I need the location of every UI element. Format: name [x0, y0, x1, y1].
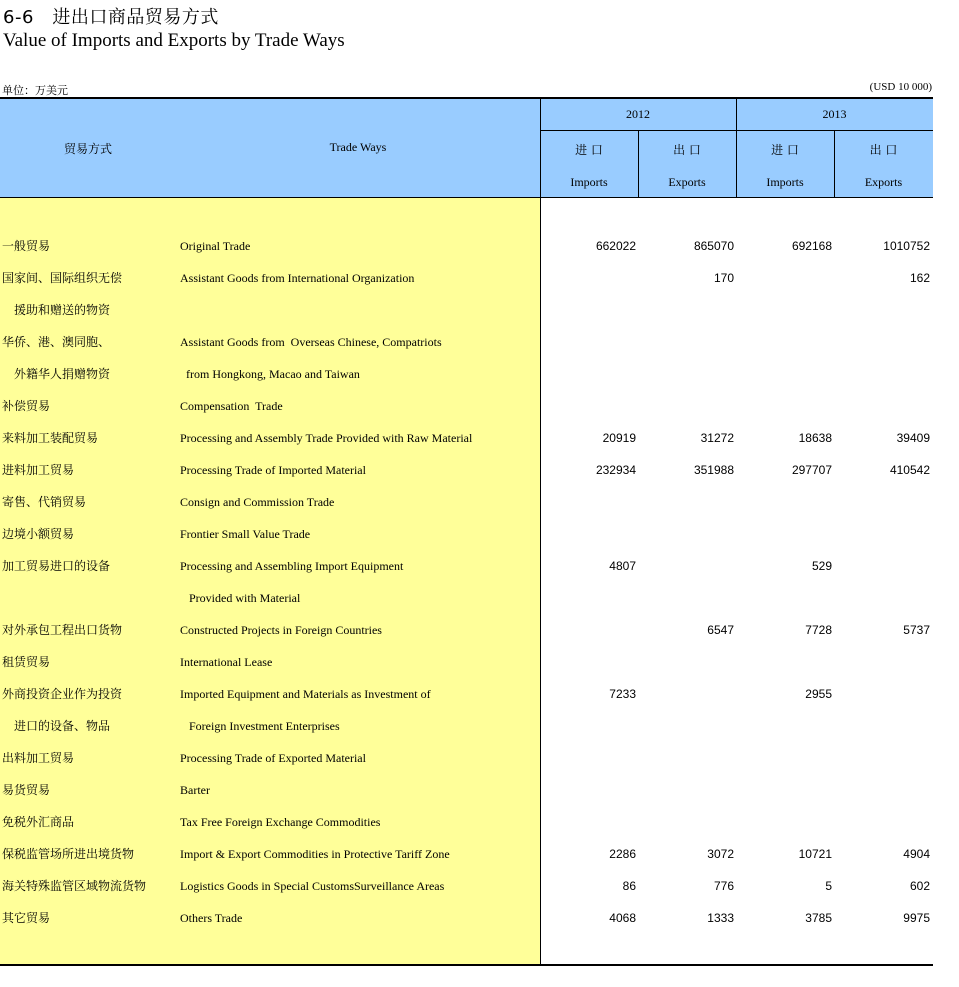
header-bottom-rule — [0, 197, 933, 198]
imports-2013-value — [742, 710, 832, 742]
exports-2012-value: 776 — [713, 879, 734, 893]
trade-way-chinese: 易货贸易 — [2, 783, 51, 797]
trade-way-chinese: 出料加工贸易 — [2, 751, 75, 765]
exports-2013-value — [840, 710, 930, 742]
trade-way-english: Frontier Small Value Trade — [180, 527, 311, 541]
trade-way-chinese: 租赁贸易 — [2, 655, 51, 669]
exports-2013-value: 5737 — [903, 623, 930, 637]
header-imports-chinese-2012: 进 口 — [575, 143, 603, 157]
exports-2012-value — [644, 550, 734, 582]
header-exports-english-2013: Exports — [864, 175, 903, 189]
table-row — [0, 646, 933, 678]
table-row — [0, 742, 933, 774]
exports-2012-value: 1333 — [707, 911, 734, 925]
trade-way-english: Processing and Assembly Trade Provided with Raw Material — [180, 431, 473, 445]
exports-2012-value — [644, 358, 734, 390]
exports-2012-value — [644, 710, 734, 742]
trade-way-chinese: 免税外汇商品 — [2, 815, 75, 829]
imports-2013-value — [742, 742, 832, 774]
trade-way-english: Imported Equipment and Materials as Investment of — [180, 687, 431, 701]
trade-way-chinese: 补偿贸易 — [2, 399, 51, 413]
trade-way-chinese: 边境小额贸易 — [2, 527, 75, 541]
trade-way-english: Import & Export Commodities in Protective Tariff Zone — [180, 847, 450, 861]
exports-2013-value: 602 — [909, 879, 930, 893]
exports-2013-value — [840, 550, 930, 582]
exports-2013-value — [840, 518, 930, 550]
imports-2013-value — [742, 646, 832, 678]
imports-2013-value — [742, 262, 832, 294]
trade-way-english: Processing and Assembling Import Equipment — [180, 559, 404, 573]
trade-way-english: Logistics Goods in Special CustomsSurveillance Areas — [180, 879, 445, 893]
trade-way-english: Constructed Projects in Foreign Countries — [180, 623, 382, 637]
exports-2013-value — [840, 646, 930, 678]
imports-2012-value — [546, 486, 636, 518]
header-trade-ways-chinese: 贸易方式 — [63, 142, 112, 156]
exports-2013-value — [840, 390, 930, 422]
table-row — [0, 422, 933, 454]
trade-way-chinese: 援助和赠送的物资 — [2, 303, 111, 317]
imports-2013-value — [742, 326, 832, 358]
imports-2013-value: 18638 — [798, 431, 832, 445]
header-year-2012: 2012 — [626, 107, 650, 121]
page-title-chinese: 6-6 进出口商品贸易方式 — [3, 7, 219, 28]
imports-2013-value — [742, 390, 832, 422]
trade-way-english: Original Trade — [180, 239, 251, 253]
trade-way-english: Compensation Trade — [180, 399, 283, 413]
trade-way-chinese: 其它贸易 — [2, 911, 51, 925]
imports-2012-value — [546, 262, 636, 294]
imports-2012-value: 7233 — [609, 687, 636, 701]
exports-2013-value: 9975 — [903, 911, 930, 925]
trade-way-chinese: 外商投资企业作为投资 — [2, 687, 123, 701]
header-trade-ways-english: Trade Ways — [329, 140, 387, 154]
table-row — [0, 230, 933, 262]
imports-2012-value — [546, 582, 636, 614]
trade-way-chinese: 华侨、港、澳同胞、 — [2, 335, 111, 349]
imports-2012-value — [546, 774, 636, 806]
exports-2013-value — [840, 806, 930, 838]
table-row — [0, 582, 933, 614]
exports-2012-value — [644, 774, 734, 806]
imports-2012-value — [546, 742, 636, 774]
unit-label-english: (USD 10 000) — [869, 81, 932, 93]
imports-2013-value — [742, 294, 832, 326]
exports-2012-value — [644, 294, 734, 326]
exports-2013-value — [840, 742, 930, 774]
table-row — [0, 806, 933, 838]
header-imports-chinese-2013: 进 口 — [771, 143, 799, 157]
exports-2012-value: 865070 — [693, 239, 734, 253]
table-row — [0, 294, 933, 326]
header-exports-english-2012: Exports — [668, 175, 706, 189]
imports-2013-value: 692168 — [791, 239, 832, 253]
table-row — [0, 262, 933, 294]
unit-label-chinese: 单位：万美元 — [2, 84, 68, 97]
exports-2012-value — [644, 582, 734, 614]
table-row — [0, 774, 933, 806]
trade-way-chinese: 海关特殊监管区域物流货物 — [2, 879, 147, 893]
header-imports-english-2012: Imports — [570, 175, 608, 189]
exports-2013-value — [840, 326, 930, 358]
trade-way-chinese: 进料加工贸易 — [2, 463, 75, 477]
trade-way-english: Processing Trade of Imported Material — [180, 463, 366, 477]
trade-way-english: Assistant Goods from Overseas Chinese, Compatriots — [180, 335, 442, 349]
trade-way-chinese: 保税监管场所进出境货物 — [2, 847, 135, 861]
imports-2013-value: 3785 — [805, 911, 832, 925]
trade-way-chinese: 加工贸易进口的设备 — [2, 559, 111, 573]
table-row — [0, 358, 933, 390]
imports-2012-value: 4807 — [609, 559, 636, 573]
imports-2012-value — [546, 518, 636, 550]
exports-2013-value — [840, 774, 930, 806]
header-imports-english-2013: Imports — [766, 175, 804, 189]
trade-way-english: International Lease — [180, 655, 273, 669]
trade-way-chinese: 外籍华人捐赠物资 — [2, 367, 111, 381]
imports-2013-value: 529 — [811, 559, 832, 573]
exports-2012-value — [644, 486, 734, 518]
exports-2012-value: 170 — [713, 271, 734, 285]
imports-2013-value — [742, 486, 832, 518]
imports-2012-value — [546, 390, 636, 422]
imports-2012-value — [546, 710, 636, 742]
exports-2012-value — [644, 806, 734, 838]
imports-2012-value: 20919 — [602, 431, 636, 445]
imports-2012-value: 662022 — [595, 239, 636, 253]
exports-2013-value: 1010752 — [883, 239, 930, 253]
table-bottom-rule — [0, 964, 933, 966]
trade-way-english: Provided with Material — [180, 591, 301, 605]
table-row — [0, 390, 933, 422]
imports-2013-value — [742, 518, 832, 550]
trade-way-chinese: 国家间、国际组织无偿 — [2, 271, 123, 285]
imports-2012-value: 2286 — [609, 847, 636, 861]
exports-2013-value — [840, 678, 930, 710]
exports-2012-value — [644, 326, 734, 358]
exports-2012-value — [644, 518, 734, 550]
imports-2012-value — [546, 646, 636, 678]
header-exports-chinese-2012: 出 口 — [673, 143, 701, 157]
imports-2012-value — [546, 326, 636, 358]
exports-2013-value: 4904 — [903, 847, 930, 861]
exports-2013-value: 162 — [909, 271, 930, 285]
imports-2012-value: 4068 — [609, 911, 636, 925]
trade-way-english: Processing Trade of Exported Material — [180, 751, 366, 765]
imports-2012-value: 86 — [622, 879, 636, 893]
imports-2013-value — [742, 358, 832, 390]
exports-2012-value — [644, 742, 734, 774]
trade-way-english: from Hongkong, Macao and Taiwan — [180, 367, 360, 381]
imports-2012-value: 232934 — [595, 463, 636, 477]
exports-2012-value — [644, 678, 734, 710]
trade-way-english: Consign and Commission Trade — [180, 495, 335, 509]
trade-way-chinese: 进口的设备、物品 — [2, 719, 111, 733]
table-row — [0, 614, 933, 646]
trade-way-chinese: 来料加工装配贸易 — [2, 431, 99, 445]
imports-2013-value: 5 — [825, 879, 832, 893]
exports-2012-value — [644, 646, 734, 678]
imports-2013-value: 10721 — [798, 847, 832, 861]
imports-2013-value — [742, 806, 832, 838]
imports-2013-value: 2955 — [805, 687, 832, 701]
trade-way-english: Tax Free Foreign Exchange Commodities — [180, 815, 381, 829]
exports-2013-value — [840, 486, 930, 518]
imports-2012-value — [546, 294, 636, 326]
table-row — [0, 902, 933, 934]
table-row — [0, 838, 933, 870]
header-year-2013: 2013 — [822, 107, 847, 121]
trade-way-english: Others Trade — [180, 911, 243, 925]
exports-2013-value — [840, 294, 930, 326]
exports-2013-value: 410542 — [889, 463, 930, 477]
exports-2013-value — [840, 582, 930, 614]
imports-2013-value: 7728 — [805, 623, 832, 637]
table-row — [0, 326, 933, 358]
trade-way-chinese: 寄售、代销贸易 — [2, 495, 87, 509]
exports-2012-value: 351988 — [693, 463, 734, 477]
imports-2013-value: 297707 — [791, 463, 832, 477]
exports-2012-value: 3072 — [707, 847, 734, 861]
trade-way-english: Assistant Goods from International Organization — [180, 271, 415, 285]
table-row — [0, 454, 933, 486]
trade-way-english: Barter — [180, 783, 210, 797]
exports-2013-value: 39409 — [896, 431, 930, 445]
exports-2012-value — [644, 390, 734, 422]
exports-2013-value — [840, 358, 930, 390]
imports-2012-value — [546, 358, 636, 390]
imports-2013-value — [742, 582, 832, 614]
page-title-english: Value of Imports and Exports by Trade Ways — [3, 30, 345, 51]
header-exports-chinese-2013: 出 口 — [869, 143, 898, 157]
imports-2012-value — [546, 806, 636, 838]
imports-2013-value — [742, 774, 832, 806]
table-row — [0, 710, 933, 742]
table-row — [0, 518, 933, 550]
imports-2012-value — [546, 614, 636, 646]
exports-2012-value: 6547 — [707, 623, 734, 637]
table-row — [0, 870, 933, 902]
exports-2012-value: 31272 — [700, 431, 734, 445]
trade-way-english: Foreign Investment Enterprises — [180, 719, 340, 733]
table-row — [0, 486, 933, 518]
trade-way-chinese: 一般贸易 — [2, 239, 51, 253]
table-row — [0, 550, 933, 582]
trade-way-chinese: 对外承包工程出口货物 — [2, 623, 123, 637]
table-row — [0, 678, 933, 710]
